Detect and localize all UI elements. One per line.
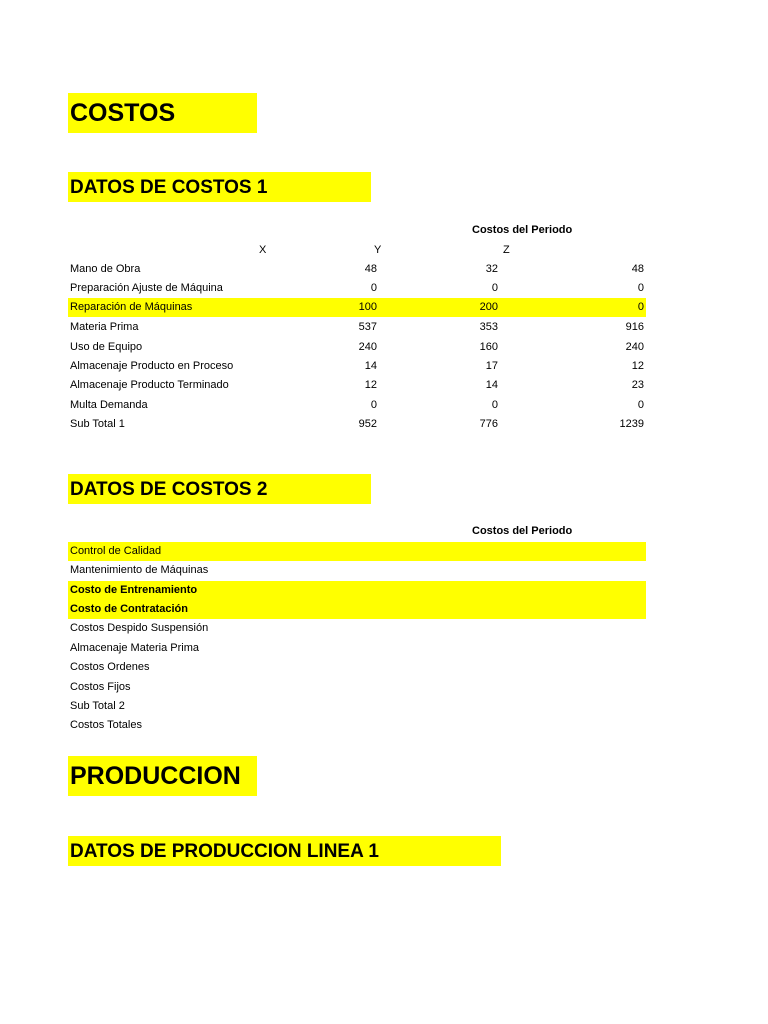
cell-x: 100 (358, 301, 377, 313)
cell-z: 12 (631, 360, 644, 372)
table1-period-label: Costos del Periodo (472, 224, 573, 236)
table2-row-subtotal (68, 697, 646, 716)
table1-row (68, 318, 646, 337)
table1-row (68, 376, 646, 395)
table1-row (68, 338, 646, 357)
cell-y: 14 (485, 379, 498, 391)
table1-row (68, 396, 646, 415)
section-title-datos-costos-1: DATOS DE COSTOS 1 (68, 172, 371, 202)
row-label: Materia Prima (70, 321, 139, 333)
table2-row (68, 658, 646, 677)
row-label: Costo de Entrenamiento (70, 584, 198, 596)
section-title-costos: COSTOS (68, 93, 257, 133)
section-title-produccion: PRODUCCION (68, 756, 257, 796)
row-label: Mano de Obra (70, 263, 141, 275)
table2-row (68, 678, 646, 697)
cell-y: 0 (491, 399, 498, 411)
cell-x: 0 (370, 282, 377, 294)
row-label: Costos Ordenes (70, 661, 150, 673)
row-label: Multa Demanda (70, 399, 148, 411)
cell-z: 0 (637, 399, 644, 411)
cell-x: 0 (370, 399, 377, 411)
row-label: Costo de Contratación (70, 603, 188, 615)
table2-row-highlighted (68, 600, 646, 619)
table1-column-x: X (259, 244, 267, 256)
row-label: Uso de Equipo (70, 341, 143, 353)
table2-period-label: Costos del Periodo (472, 525, 573, 537)
cell-z: 0 (637, 301, 644, 313)
table1-row (68, 260, 646, 279)
cell-y: 776 (479, 418, 498, 430)
table1-row-subtotal (68, 415, 646, 434)
cell-z: 23 (631, 379, 644, 391)
cell-y: 160 (479, 341, 498, 353)
cell-x: 537 (358, 321, 377, 333)
table2-row (68, 639, 646, 658)
row-label: Sub Total 1 (70, 418, 125, 430)
table2-row-highlighted (68, 542, 646, 561)
table2-row-total (68, 716, 646, 735)
cell-x: 952 (358, 418, 377, 430)
table1-row (68, 279, 646, 298)
row-label: Control de Calidad (70, 545, 162, 557)
section-title-datos-produccion-linea-1: DATOS DE PRODUCCION LINEA 1 (68, 836, 501, 866)
row-label: Sub Total 2 (70, 700, 125, 712)
cell-z: 48 (631, 263, 644, 275)
table1-column-y: Y (374, 244, 382, 256)
table2-row (68, 561, 646, 580)
section-title-datos-costos-2: DATOS DE COSTOS 2 (68, 474, 371, 504)
cell-x: 14 (364, 360, 377, 372)
cell-z: 0 (637, 282, 644, 294)
cell-y: 17 (485, 360, 498, 372)
cell-y: 353 (479, 321, 498, 333)
row-label: Preparación Ajuste de Máquina (70, 282, 223, 294)
table1-column-z: Z (503, 244, 510, 256)
table1-row (68, 357, 646, 376)
cell-x: 240 (358, 341, 377, 353)
cell-z: 916 (625, 321, 644, 333)
row-label: Costos Despido Suspensión (70, 622, 209, 634)
row-label: Almacenaje Producto Terminado (70, 379, 229, 391)
row-label: Mantenimiento de Máquinas (70, 564, 209, 576)
row-label: Almacenaje Producto en Proceso (70, 360, 234, 372)
cell-y: 0 (491, 282, 498, 294)
cell-y: 32 (485, 263, 498, 275)
table2-row-highlighted (68, 581, 646, 600)
row-label: Costos Totales (70, 719, 142, 731)
row-label: Almacenaje Materia Prima (70, 642, 199, 654)
cell-z: 240 (625, 341, 644, 353)
cell-y: 200 (479, 301, 498, 313)
table1-row-highlighted (68, 298, 646, 317)
row-label: Costos Fijos (70, 681, 131, 693)
cell-z: 1239 (619, 418, 644, 430)
row-label: Reparación de Máquinas (70, 301, 193, 313)
cell-x: 48 (364, 263, 377, 275)
table2-row (68, 619, 646, 638)
cell-x: 12 (364, 379, 377, 391)
